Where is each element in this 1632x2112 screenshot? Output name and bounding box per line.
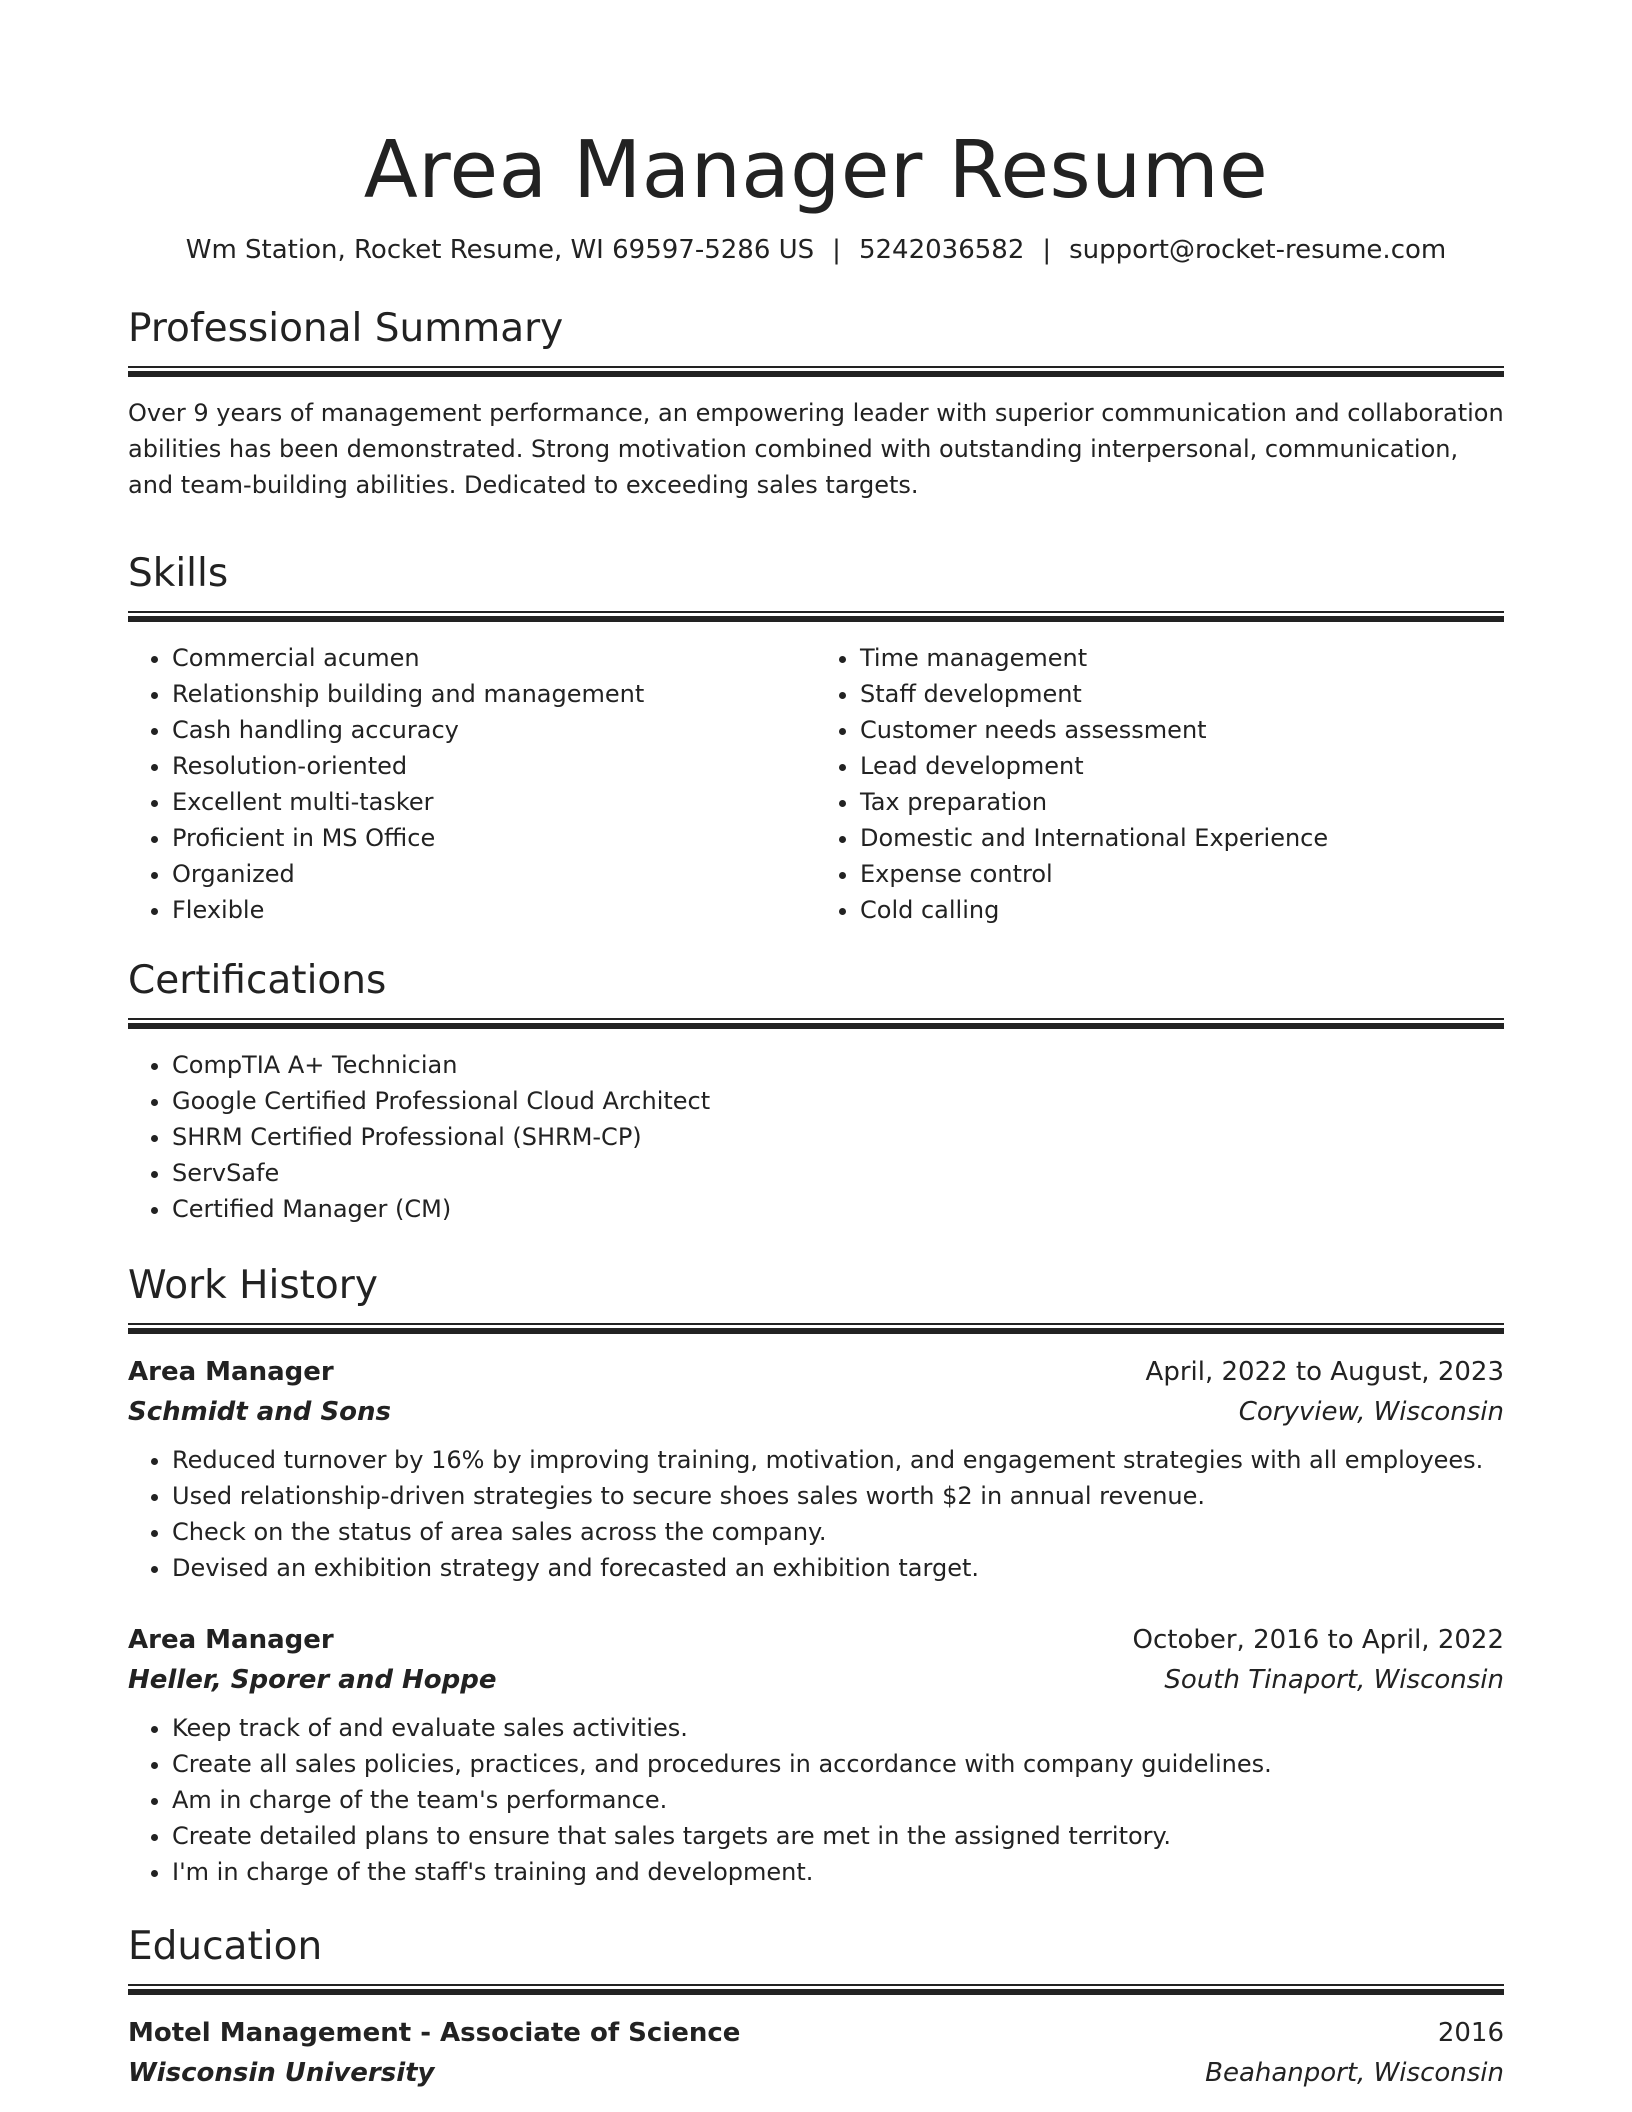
section-divider bbox=[128, 1018, 1504, 1029]
contact-line bbox=[128, 234, 1504, 266]
contact-separator: | bbox=[832, 235, 841, 265]
skills-section bbox=[128, 551, 1504, 928]
job-entry bbox=[128, 1352, 1504, 1586]
education-header-row bbox=[128, 2013, 1504, 2053]
section-heading-certifications: Certifications bbox=[128, 958, 387, 1003]
job-company: Schmidt and Sons bbox=[128, 1397, 392, 1427]
education-location: Beahanport, Wisconsin bbox=[1205, 2058, 1504, 2088]
contact-separator: | bbox=[1042, 235, 1052, 265]
section-heading-education: Education bbox=[128, 1924, 323, 1969]
job-header-row bbox=[128, 1620, 1504, 1660]
job-bullet: • Create all sales policies, practices, and procedures in accordance with company guidelines. bbox=[172, 1746, 1504, 1782]
section-divider bbox=[128, 366, 1504, 377]
education-section bbox=[128, 1924, 1504, 2093]
skill-item: • Excellent multi-tasker bbox=[172, 784, 816, 820]
skill-item: • Cold calling bbox=[860, 892, 1504, 928]
skill-item: • Customer needs assessment bbox=[860, 712, 1504, 748]
job-bullets bbox=[128, 1442, 1504, 1586]
skill-item: • Flexible bbox=[172, 892, 816, 928]
skill-item: • Resolution-oriented bbox=[172, 748, 816, 784]
skill-item: • Commercial acumen bbox=[172, 640, 816, 676]
certification-item: • SHRM Certified Professional (SHRM-CP) bbox=[172, 1119, 1504, 1155]
contact-phone[interactable]: 5242036582 bbox=[858, 235, 1025, 265]
job-location: Coryview, Wisconsin bbox=[1238, 1397, 1504, 1427]
contact-email[interactable]: support@rocket-resume.com bbox=[1069, 235, 1447, 265]
job-bullets bbox=[128, 1710, 1504, 1890]
job-company-row bbox=[128, 1660, 1504, 1700]
job-bullet: • Devised an exhibition strategy and forecasted an exhibition target. bbox=[172, 1550, 1504, 1586]
section-heading-skills: Skills bbox=[128, 551, 229, 596]
skill-item: • Proficient in MS Office bbox=[172, 820, 816, 856]
job-company: Heller, Sporer and Hoppe bbox=[128, 1665, 497, 1695]
section-heading-work: Work History bbox=[128, 1263, 378, 1308]
job-header-row bbox=[128, 1352, 1504, 1392]
certifications-section bbox=[128, 958, 1504, 1227]
job-bullet: • Reduced turnover by 16% by improving training, motivation, and engagement strategies with all employees. bbox=[172, 1442, 1504, 1478]
job-bullet: • Check on the status of area sales across the company. bbox=[172, 1514, 1504, 1550]
skill-item: • Organized bbox=[172, 856, 816, 892]
skills-grid bbox=[128, 640, 1504, 928]
job-dates: April, 2022 to August, 2023 bbox=[1145, 1357, 1504, 1387]
skill-item: • Relationship building and management bbox=[172, 676, 816, 712]
education-entry bbox=[128, 2013, 1504, 2093]
job-bullet: • Am in charge of the team's performance. bbox=[172, 1782, 1504, 1818]
job-bullet: • Used relationship-driven strategies to secure shoes sales worth $2 in annual revenue. bbox=[172, 1478, 1504, 1514]
section-divider bbox=[128, 1323, 1504, 1334]
education-school: Wisconsin University bbox=[128, 2058, 435, 2088]
skill-item: • Cash handling accuracy bbox=[172, 712, 816, 748]
summary-text: Over 9 years of management performance, an empowering leader with superior communication and collaboration abilities has been demonstrated. Strong motivation combined with outstanding interpersonal, communication, and team-building abilities. Dedicated to exceeding sales targets. bbox=[128, 399, 1504, 499]
job-entry bbox=[128, 1620, 1504, 1890]
certification-item: • Google Certified Professional Cloud Architect bbox=[172, 1083, 1504, 1119]
skill-item: • Time management bbox=[860, 640, 1504, 676]
job-bullet: • Keep track of and evaluate sales activities. bbox=[172, 1710, 1504, 1746]
skill-item: • Lead development bbox=[860, 748, 1504, 784]
certification-item: • CompTIA A+ Technician bbox=[172, 1047, 1504, 1083]
job-company-row bbox=[128, 1392, 1504, 1432]
job-bullet: • I'm in charge of the staff's training and development. bbox=[172, 1854, 1504, 1890]
skills-list-right bbox=[816, 640, 1504, 928]
job-location: South Tinaport, Wisconsin bbox=[1164, 1665, 1504, 1695]
section-divider bbox=[128, 1984, 1504, 1995]
skills-list-left bbox=[128, 640, 816, 928]
education-school-row bbox=[128, 2053, 1504, 2093]
job-title: Area Manager bbox=[128, 1357, 334, 1387]
certification-item: • ServSafe bbox=[172, 1155, 1504, 1191]
skill-item: • Expense control bbox=[860, 856, 1504, 892]
education-degree: Motel Management - Associate of Science bbox=[128, 2018, 741, 2048]
resume-title: Area Manager Resume bbox=[363, 124, 1269, 216]
education-year: 2016 bbox=[1437, 2018, 1504, 2048]
work-history-section bbox=[128, 1263, 1504, 1890]
certification-item: • Certified Manager (CM) bbox=[172, 1191, 1504, 1227]
summary-section bbox=[128, 306, 1504, 503]
section-heading-summary: Professional Summary bbox=[128, 306, 564, 351]
skill-item: • Tax preparation bbox=[860, 784, 1504, 820]
section-divider bbox=[128, 611, 1504, 622]
job-dates: October, 2016 to April, 2022 bbox=[1132, 1625, 1504, 1655]
certifications-list bbox=[128, 1047, 1504, 1227]
job-title: Area Manager bbox=[128, 1625, 334, 1655]
skill-item: • Staff development bbox=[860, 676, 1504, 712]
job-bullet: • Create detailed plans to ensure that sales targets are met in the assigned territory. bbox=[172, 1818, 1504, 1854]
contact-address: Wm Station, Rocket Resume, WI 69597-5286 US bbox=[185, 235, 815, 265]
skill-item: • Domestic and International Experience bbox=[860, 820, 1504, 856]
